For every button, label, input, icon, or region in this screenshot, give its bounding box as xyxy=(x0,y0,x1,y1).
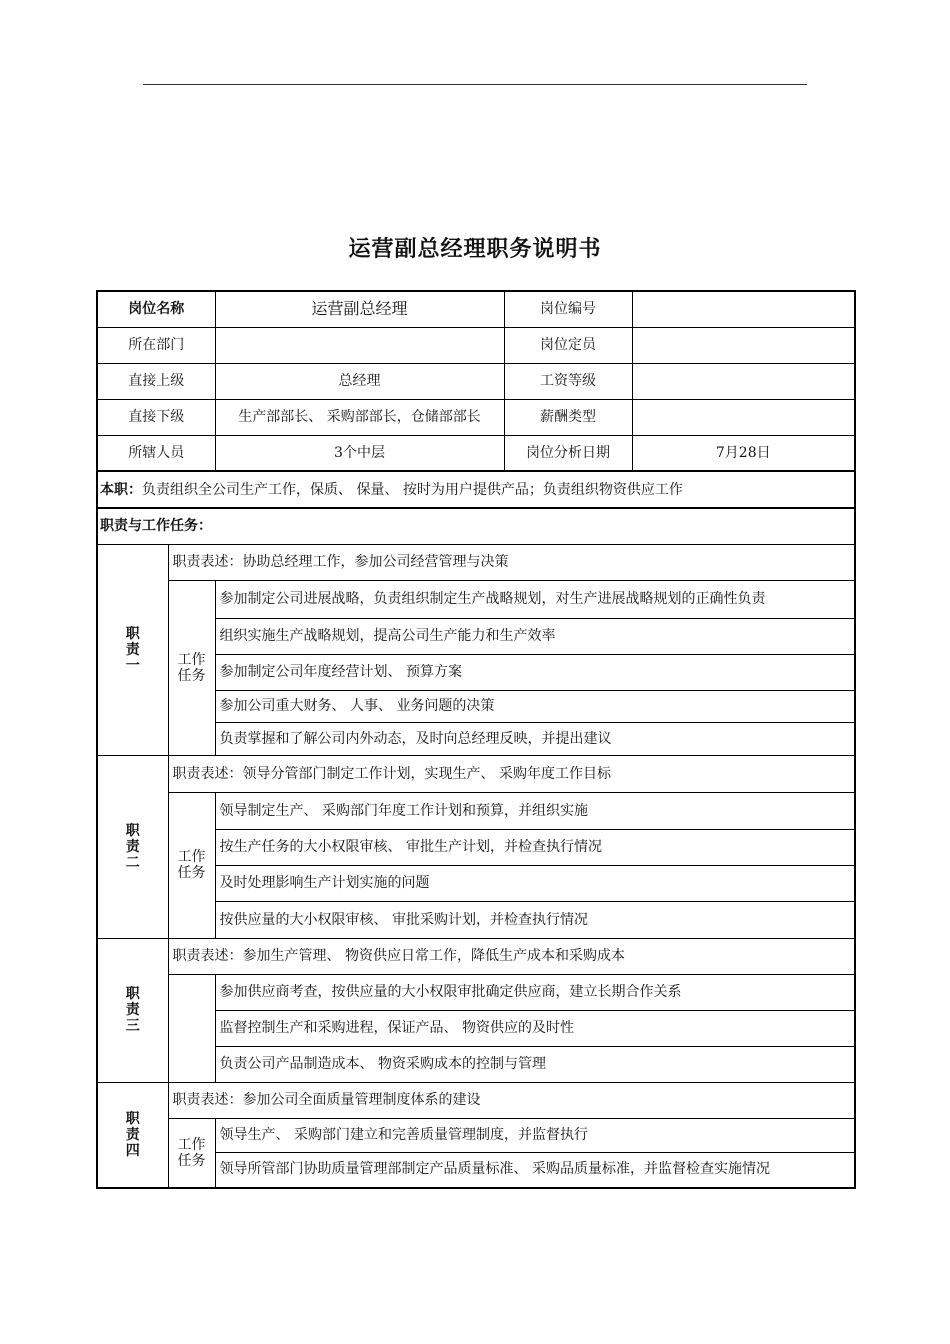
duty-3-label: 职 责 三 xyxy=(97,938,168,1082)
duty-3-task-row xyxy=(97,974,855,1010)
duty-1-statement-row xyxy=(97,544,855,580)
analysis-date-value: 7月28日 xyxy=(632,435,855,471)
analysis-date-label: 岗位分析日期 xyxy=(504,435,632,471)
duty-1-task-row xyxy=(97,580,855,618)
duty-1-task-2: 组织实施生产战略规划，提高公司生产能力和生产效率 xyxy=(215,618,855,654)
info-row-department xyxy=(97,327,855,363)
header-rule xyxy=(143,84,807,85)
duty-3-statement: 职责表述：参加生产管理、 物资供应日常工作，降低生产成本和采购成本 xyxy=(168,938,855,974)
duty-1-task-1: 参加制定公司进展战略，负责组织制定生产战略规划，对生产进展战略规划的正确性负责 xyxy=(215,580,855,618)
position-no-label: 岗位编号 xyxy=(504,291,632,327)
staff-value: 3个中层 xyxy=(215,435,504,471)
salary-grade-value xyxy=(632,363,855,399)
duty-4-task-2: 领导所管部门协助质量管理部制定产品质量标准、 采购品质量标准，并监督检查实施情况 xyxy=(215,1152,855,1188)
duty-3-task-2: 监督控制生产和采购进程，保证产品、 物资供应的及时性 xyxy=(215,1010,855,1046)
duty-2-task-row xyxy=(97,792,855,829)
duty-4-task-row xyxy=(97,1118,855,1152)
duty-1-label: 职 责 一 xyxy=(97,544,168,755)
duty-2-task-2: 按生产任务的大小权限审核、 审批生产计划，并检查执行情况 xyxy=(215,829,855,865)
duties-heading: 职责与工作任务： xyxy=(97,508,855,544)
summary-row xyxy=(97,471,855,508)
job-description-table xyxy=(96,290,856,1189)
info-row-position xyxy=(97,291,855,327)
duty-2-task-label: 工作 任务 xyxy=(168,792,215,938)
duty-2-statement: 职责表述：领导分管部门制定工作计划，实现生产、 采购年度工作目标 xyxy=(168,755,855,792)
duty-1-task-4: 参加公司重大财务、 人事、 业务问题的决策 xyxy=(215,690,855,722)
summary-text: 负责组织全公司生产工作，保质、 保量、 按时为用户提供产品；负责组织物资供应工作 xyxy=(142,481,683,498)
info-row-subordinates xyxy=(97,399,855,435)
duty-1-task-3: 参加制定公司年度经营计划、 预算方案 xyxy=(215,654,855,690)
info-row-staff xyxy=(97,435,855,471)
duty-4-task-label: 工作 任务 xyxy=(168,1118,215,1188)
duty-2-task-1: 领导制定生产、 采购部门年度工作计划和预算，并组织实施 xyxy=(215,792,855,829)
duty-4-task-1: 领导生产、 采购部门建立和完善质量管理制度，并监督执行 xyxy=(215,1118,855,1152)
subordinates-label: 直接下级 xyxy=(97,399,215,435)
salary-grade-label: 工资等级 xyxy=(504,363,632,399)
subordinates-value: 生产部部长、 采购部部长，仓储部部长 xyxy=(215,399,504,435)
duty-2-task-4: 按供应量的大小权限审核、 审批采购计划，并检查执行情况 xyxy=(215,901,855,938)
duty-3-task-3: 负责公司产品制造成本、 物资采购成本的控制与管理 xyxy=(215,1046,855,1082)
staff-label: 所辖人员 xyxy=(97,435,215,471)
duty-3-task-1: 参加供应商考查，按供应量的大小权限审批确定供应商，建立长期合作关系 xyxy=(215,974,855,1010)
duties-heading-row xyxy=(97,508,855,544)
summary-label: 本职 xyxy=(100,481,128,498)
duty-4-statement-row xyxy=(97,1082,855,1118)
info-row-superior xyxy=(97,363,855,399)
document-title: 运营副总经理职务说明书 xyxy=(348,237,602,262)
duty-2-label: 职 责 二 xyxy=(97,755,168,938)
department-value xyxy=(215,327,504,363)
duty-1-task-5: 负责掌握和了解公司内外动态，及时向总经理反映，并提出建议 xyxy=(215,722,855,755)
duty-4-label: 职 责 四 xyxy=(97,1082,168,1188)
headcount-value xyxy=(632,327,855,363)
duty-2-statement-row xyxy=(97,755,855,792)
superior-label: 直接上级 xyxy=(97,363,215,399)
pay-type-value xyxy=(632,399,855,435)
position-name-value: 运营副总经理 xyxy=(215,291,504,327)
pay-type-label: 薪酬类型 xyxy=(504,399,632,435)
duty-3-statement-row xyxy=(97,938,855,974)
position-name-label: 岗位名称 xyxy=(97,291,215,327)
position-no-value xyxy=(632,291,855,327)
superior-value: 总经理 xyxy=(215,363,504,399)
duty-1-statement: 职责表述：协助总经理工作，参加公司经营管理与决策 xyxy=(168,544,855,580)
summary-colon: ： xyxy=(128,481,142,498)
duty-3-task-label xyxy=(168,974,215,1082)
headcount-label: 岗位定员 xyxy=(504,327,632,363)
department-label: 所在部门 xyxy=(97,327,215,363)
duty-4-statement: 职责表述：参加公司全面质量管理制度体系的建设 xyxy=(168,1082,855,1118)
duty-2-task-3: 及时处理影响生产计划实施的问题 xyxy=(215,865,855,901)
duty-1-task-label: 工作 任务 xyxy=(168,580,215,755)
